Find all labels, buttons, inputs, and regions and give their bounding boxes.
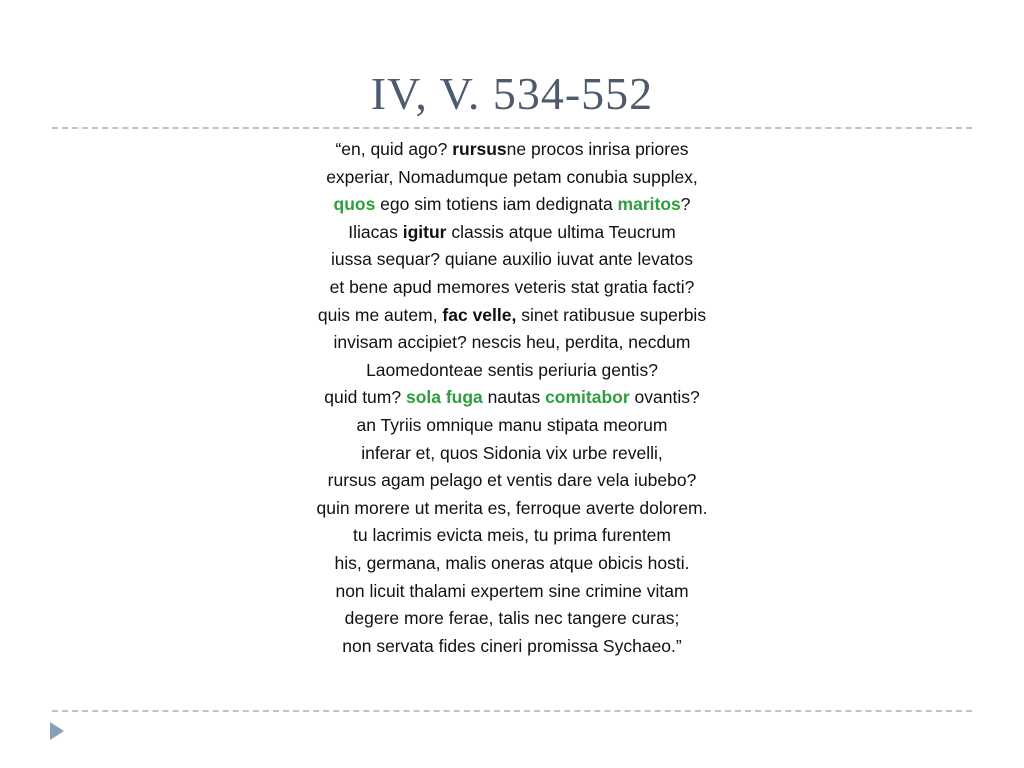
- poem-segment: quid tum?: [324, 387, 406, 408]
- bold-word: igitur: [402, 221, 447, 242]
- poem-segment: invisam accipiet? nescis heu, perdita, necdum: [333, 332, 691, 353]
- poem-line: [0, 246, 1024, 274]
- triangle-bullet-icon: [50, 722, 64, 740]
- poem-segment: rursus agam pelago et ventis dare vela iubebo?: [327, 470, 697, 491]
- poem-line: [0, 578, 1024, 606]
- poem-segment: sinet ratibusue superbis: [516, 304, 707, 325]
- poem-line: [0, 219, 1024, 247]
- poem-line: [0, 467, 1024, 495]
- poem-line: [0, 440, 1024, 468]
- poem-segment: et bene apud memores veteris stat gratia facti?: [329, 276, 695, 297]
- poem-line: [0, 495, 1024, 523]
- highlighted-word: quos: [333, 194, 376, 215]
- poem-line: [0, 136, 1024, 164]
- slide-title: IV, V. 534-552: [370, 68, 654, 119]
- poem-segment: nautas: [482, 387, 546, 408]
- poem-line: [0, 522, 1024, 550]
- poem-text: [0, 136, 1024, 660]
- poem-line: [0, 302, 1024, 330]
- poem-line: [0, 384, 1024, 412]
- poem-line: [0, 357, 1024, 385]
- poem-line: [0, 191, 1024, 219]
- poem-segment: an Tyriis omnique manu stipata meorum: [356, 414, 668, 435]
- poem-segment: Iliacas: [348, 221, 403, 242]
- poem-line: [0, 550, 1024, 578]
- poem-segment: experiar, Nomadumque petam conubia supplex,: [326, 166, 698, 187]
- bold-word: fac velle,: [442, 304, 517, 325]
- highlighted-word: sola fuga: [405, 387, 483, 408]
- poem-segment: Laomedonteae sentis periuria gentis?: [366, 359, 658, 380]
- top-divider: [52, 127, 972, 129]
- poem-segment: tu lacrimis evicta meis, tu prima furentem: [352, 525, 671, 546]
- poem-segment: ovantis?: [629, 387, 700, 408]
- poem-line: [0, 329, 1024, 357]
- poem-segment: ne procos inrisa priores: [506, 139, 689, 159]
- poem-segment: ?: [680, 194, 691, 215]
- poem-segment: his, germana, malis oneras atque obicis hosti.: [334, 552, 690, 573]
- highlighted-word: maritos: [617, 194, 681, 215]
- poem-segment: ego sim totiens iam dedignata: [375, 194, 618, 215]
- poem-segment: non licuit thalami expertem sine crimine vitam: [335, 580, 689, 601]
- highlighted-word: comitabor: [545, 387, 630, 408]
- poem-segment: quin morere ut merita es, ferroque averte dolorem.: [316, 497, 708, 518]
- poem-segment: “en, quid ago?: [335, 139, 453, 159]
- poem-line: [0, 164, 1024, 192]
- poem-segment: inferar et, quos Sidonia vix urbe revelli,: [361, 442, 663, 463]
- bottom-divider: [52, 710, 972, 712]
- poem-line: [0, 633, 1024, 661]
- bold-word: rursus: [452, 139, 507, 159]
- poem-segment: degere more ferae, talis nec tangere curas;: [344, 608, 680, 629]
- poem-line: [0, 274, 1024, 302]
- poem-line: [0, 412, 1024, 440]
- poem-segment: classis atque ultima Teucrum: [446, 221, 676, 242]
- poem-segment: quis me autem,: [317, 304, 443, 325]
- poem-segment: iussa sequar? quiane auxilio iuvat ante levatos: [331, 249, 693, 270]
- poem-segment: non servata fides cineri promissa Sychaeo.”: [342, 635, 682, 656]
- poem-line: [0, 605, 1024, 633]
